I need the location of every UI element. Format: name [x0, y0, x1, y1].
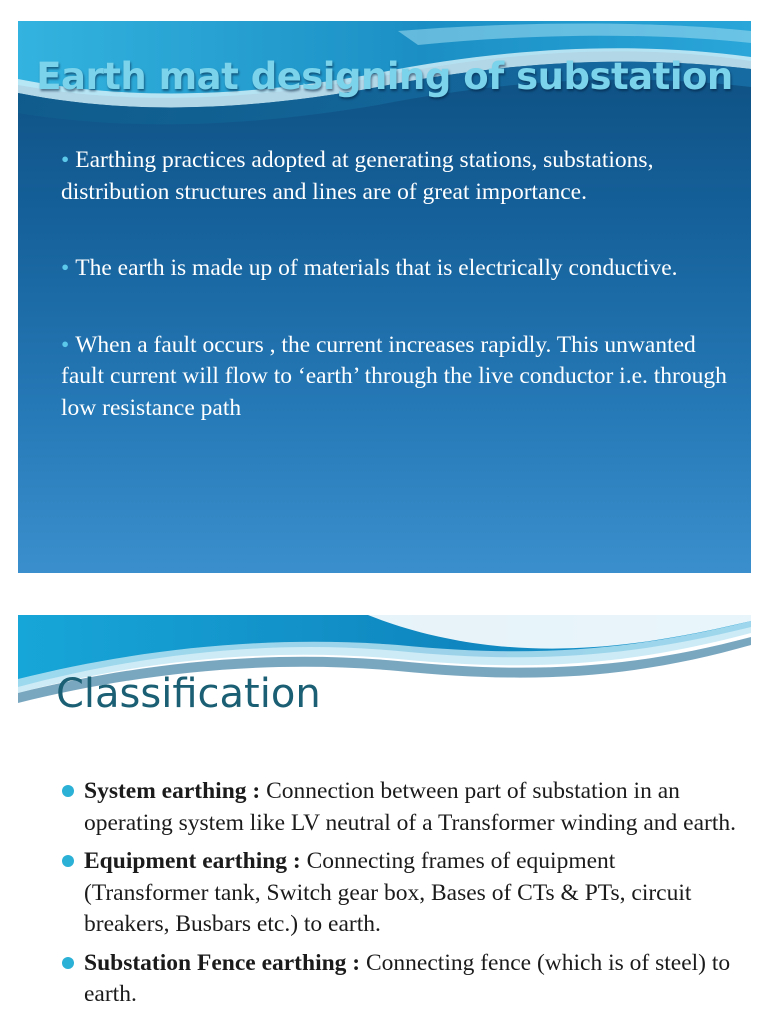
slide-title: Earth mat designing of substation — [36, 55, 733, 98]
term-description: Connection between part of substation in an operating system like LV neutral of a Transformer winding and earth. — [84, 778, 736, 836]
bullet-text: The earth is made up of materials that is electrically conductive. — [75, 255, 678, 281]
list-item — [62, 776, 742, 839]
list-item — [61, 330, 733, 425]
bullet-list — [61, 145, 733, 424]
bullet-icon — [62, 855, 74, 867]
slide-title: Classification — [56, 671, 321, 717]
bullet-icon: • — [61, 331, 70, 358]
term-description: Connecting fence (which is of steel) to earth. — [84, 949, 731, 1007]
bullet-text: Earthing practices adopted at generating stations, substations, distribution structures and lines are of great importance. — [61, 147, 654, 205]
bullet-icon: • — [61, 147, 70, 173]
list-item — [61, 145, 733, 208]
classification-list — [62, 776, 742, 1018]
list-item — [62, 846, 742, 941]
bullet-icon — [62, 785, 74, 797]
slide-classification — [18, 615, 751, 1024]
bullet-text: When a fault occurs , the current increases rapidly. This unwanted fault current will flow to ‘earth’ through the live conductor i.e. through low resistance path — [61, 331, 727, 421]
bullet-icon — [62, 957, 74, 969]
term-label: Substation Fence earthing : — [84, 949, 361, 976]
bullet-icon: • — [61, 255, 70, 281]
slide-earth-mat-designing — [18, 21, 751, 573]
term-label: System earthing : — [84, 778, 261, 804]
list-item — [61, 253, 733, 285]
list-item — [62, 948, 742, 1011]
term-label: Equipment earthing : — [84, 848, 301, 874]
term-description: Connecting frames of equipment (Transformer tank, Switch gear box, Bases of CTs & PTs, circuit breakers, Busbars etc.) to earth. — [84, 848, 692, 937]
